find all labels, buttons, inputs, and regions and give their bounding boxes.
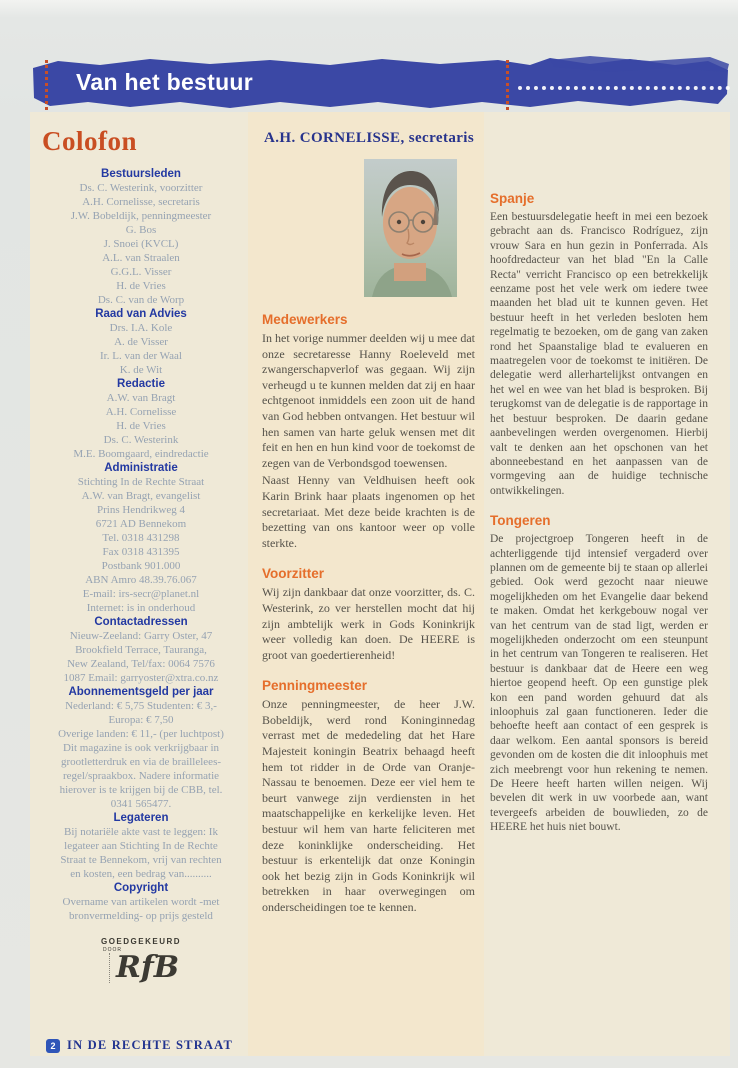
colofon-entry: Europa: € 7,50 [108,714,174,726]
colofon-entry: Legateren [113,812,169,824]
portrait-photo [364,159,457,297]
colofon-entry: A.H. Cornelisse [105,406,177,418]
colofon-entry: A. de Visser [114,336,168,348]
colofon-entry: Overname van artikelen wordt -met [62,896,220,908]
colofon-entry: Nederland: € 5,75 Studenten: € 3,- [65,700,217,712]
colofon-entry: grootletterdruk en via de braillelees- [60,756,222,768]
rfb-approval-logo [101,937,181,983]
colofon-entry: hierover is te krijgen bij de CBB, tel. [59,784,223,796]
colofon-entry: Nieuw-Zeeland: Garry Oster, 47 [69,630,213,642]
article-block: Medewerkers [262,312,348,327]
red-dotted-divider-right [506,60,509,110]
colofon-entry: ABN Amro 48.39.76.067 [85,574,197,586]
colofon-entry: E-mail: irs-secr@planet.nl [82,588,200,600]
colofon-entry: Drs. I.A. Kole [109,322,173,334]
colofon-entry: New Zealand, Tel/fax: 0064 7576 [67,658,215,670]
article-block: In het vorige nummer deelden wij u mee dat onze secretaresse Hanny Roeleveld met zwangerschapverlof was gegaan. Wij zijn verheugd u te kunnen melden dat zij en haar echtgenoot inmiddels een zoon uit de hand van God hebben ontvangen. Het bestuur wil hen samen van harte geluk wensen met dit feit en hen en hun kind voor de toekomst de zegen van de Verbondsgod toewensen. [262,331,475,470]
colofon-entry: Dit magazine is ook verkrijgbaar in [62,742,220,754]
colofon-entry: Ds. C. Westerink, voorzitter [79,182,203,194]
colofon-entries [40,167,242,923]
article-block: Penningmeester [262,678,368,694]
colofon-entry: A.H. Cornelisse, secretaris [82,196,200,208]
colofon-sidebar [40,126,242,983]
page-number-badge: 2 [46,1039,60,1053]
rfb-logo-text-door: DOOR [102,947,122,953]
article-block: Wij zijn dankbaar dat onze voorzitter, ds. C. Westerink, zo ver herstellen mocht dat hij zijn ambtelijk werk in Gods Koninkrijk weer volledig kan doen. De HEERE is groot van goedertierenheid! [262,585,475,662]
colofon-entry: 0341 565477. [110,798,172,810]
colofon-entry: Ds. C. Westerink [103,434,179,446]
colofon-entry: Prins Hendrikweg 4 [97,504,185,516]
colofon-entry: Ds. C. van de Worp [97,294,185,306]
magazine-name: IN DE RECHTE STRAAT [67,1038,234,1052]
colofon-entry: Copyright [113,882,169,894]
colofon-entry: Postbank 901.000 [101,560,181,572]
colofon-entry: Contactadressen [94,616,188,628]
colofon-entry: A.L. van Straalen [102,252,180,264]
colofon-entry: Internet: is in onderhoud [86,602,196,614]
article-block: Onze penningmeester, de heer J.W. Bobeldijk, werd rond Koninginnedag verrast met de mededeling dat het Hare Majesteit koningin Beatrix behaagd heeft hem tot ridder in de Orde van Oranje-Nassau te benoemen. Deze eer viel hem te beurt vanwege zijn verdiensten in het maatschappelijke en kerkelijke leven. Het bestuur wil hem van harte feliciteren met deze koninklijke onderscheiding. Het bestuur is erkentelijk dat onze Koningin ook het bezig zijn in Gods Koninkrijk wil betrekken in haar overwegingen om onderscheidingen toe te kennen. [262,697,475,914]
colofon-entry: Brookfield Terrace, Tauranga, [75,644,207,656]
middle-article-column [262,126,475,1052]
colofon-entry: J.W. Bobeldijk, penningmeester [70,210,212,222]
colofon-entry: Administratie [104,462,178,474]
colofon-entry: legateer aan Stichting In de Rechte [64,840,218,852]
colofon-entry: M.E. Boomgaard, eindredactie [73,448,209,460]
page-footer [46,1038,233,1053]
article-block: Voorzitter [262,566,325,582]
colofon-entry: 6721 AD Bennekom [95,518,187,530]
colofon-entry: Bij notariële akte vast te leggen: Ik [64,826,218,838]
colofon-entry: Overige landen: € 11,- (per luchtpost) [58,728,224,740]
colofon-entry: H. de Vries [116,420,166,432]
colofon-entry: bronvermelding- op prijs gesteld [69,910,213,922]
right-article-column [490,176,708,1052]
article-block: Naast Henny van Veldhuisen heeft ook Karin Brink haar plaats ingenomen op het secretariaat. Met deze beide krachten is de bezetting van ons kantoor weer op volle sterkte. [262,473,475,550]
colofon-entry: Stichting In de Rechte Straat [77,476,205,488]
colofon-entry: regel/spraakbox. Nadere informatie [62,770,220,782]
colofon-entry: K. de Wit [119,364,163,376]
colofon-entry: 1087 Email: garryoster@xtra.co.nz [63,672,219,684]
colofon-entry: Tel. 0318 431298 [102,532,180,544]
colofon-entry: H. de Vries [116,280,166,292]
article-block: De projectgroep Tongeren heeft in de achterliggende tijd intensief vergaderd over plannen om de gemeente bij te staan op allerlei gebied. Ook werd gezocht naar nieuwe mogelijkheden om het Evangelie daar bekend te maken. Omdat het kerkgebouw nogal ver van het centrum van de stad ligt, werden er mogelijkheden onderzocht om een steunpunt in het centrum van Tongeren te realiseren. Het bestuur is dankbaar dat de Heere een weg hiertoe geopend heeft. Op een gunstige plek kon een pand worden gehuurd dat als inloophuis zal gaan functioneren. Ieder die behoefte heeft aan contact of een gesprek is daar welkom. Een aantal sponsors is bereid gevonden om de kosten die dit inloophuis met zich meebrengt voor hun rekening te nemen. De Heere heeft harten willen neigen. Wij bevelen dit werk in uw voorbede aan, want tevergeefs arbeiden de bouwlieden, zo de HEERE het huis niet bouwt. [490,533,708,834]
middle-article-blocks [262,312,475,916]
colofon-entry: Redactie [117,378,165,390]
article-block: Spanje [490,191,535,206]
page-title: Van het bestuur [76,69,254,95]
author-kicker: A.H. CORNELISSE, secretaris [264,130,475,146]
colofon-entry: Ir. L. van der Waal [100,350,182,362]
colofon-entry: G. Bos [125,224,157,236]
colofon-entry: A.W. van Bragt [106,392,176,404]
colofon-entry: en kosten, een bedrag van.......... [70,868,212,880]
colofon-entry: G.G.L. Visser [110,266,172,278]
colofon-entry: Straat te Bennekom, vrij van rechten [60,854,222,866]
colofon-entry: Raad van Advies [95,308,187,320]
rfb-logo-mark: RfB [109,953,181,983]
right-article-blocks [490,191,708,835]
colofon-entry: Fax 0318 431395 [102,546,180,558]
colofon-entry: J. Snoei (KVCL) [103,238,179,250]
white-dotted-line [518,86,730,90]
article-block: Een bestuursdelegatie heeft in mei een bezoek gebracht aan ds. Francisco Rodríguez, zijn vrouw Sara en hun gezin in Ponferrada. Als hoofdredacteur van het blad "En la Calle Recta" verricht Francisco op een betrekkelijk eenzame post het vele werk om iedere twee maanden het blad uit te kunnen geven. Het bestuur heeft in het verleden besloten hem regelmatig te bezoeken, om de gang van zaken rond het Spaanstalige blad te evalueren en maatregelen voor de toekomst te initiëren. De delegatie werd allerhartelijkst ontvangen en het wel en wee van het blad is besproken. Bij terugkomst van de delegatie is de rapportage in het bestuur besproken. De daarin gedane aanbevelingen werden overgenomen. Hierbij valt te denken aan het opschonen van het abonneebestand en het aanpassen van de vormgeving aan de huidige technische ontwikkelingen. [490,211,708,497]
rfb-logo-text-goedgekeurd: GOEDGEKEURD [100,937,182,946]
colofon-title: Colofon [42,126,138,156]
article-block: Tongeren [490,513,551,529]
section-banner [30,52,730,118]
red-dotted-divider-left [45,60,48,110]
colofon-entry: Abonnementsgeld per jaar [68,686,214,698]
colofon-entry: Bestuursleden [101,168,181,180]
colofon-entry: A.W. van Bragt, evangelist [81,490,201,502]
